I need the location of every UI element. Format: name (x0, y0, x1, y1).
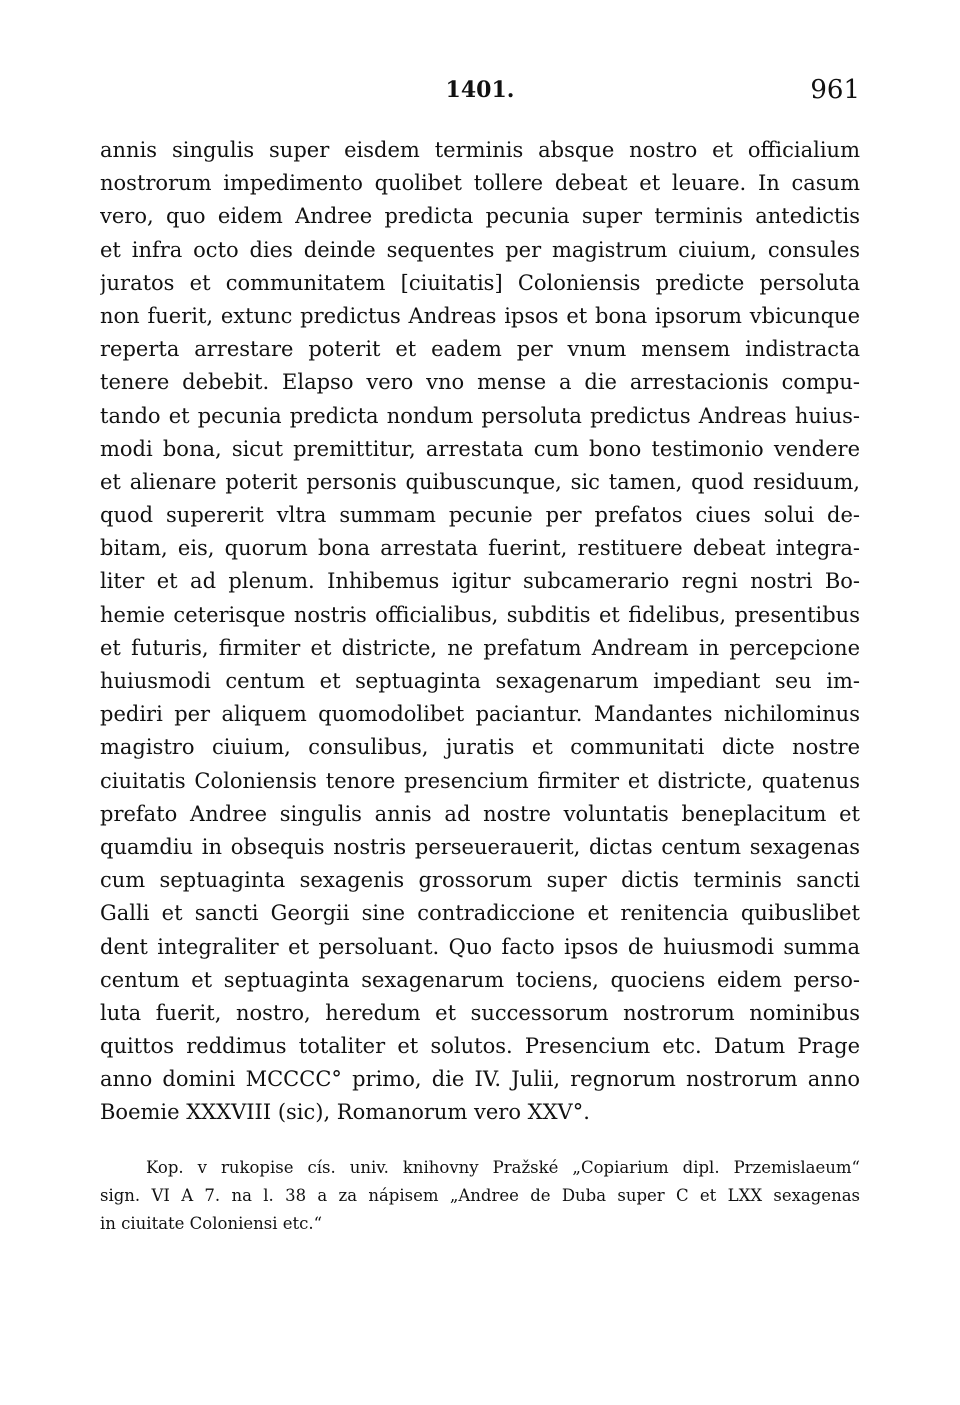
note-line: in ciuitate Coloniensi etc.“ (100, 1214, 323, 1233)
main-text (100, 134, 860, 1130)
text-line: pediri per aliquem quomodolibet paciantur. Mandantes nichilominus (100, 702, 860, 727)
text-line: prefato Andree singulis annis ad nostre voluntatis beneplacitum et (100, 801, 860, 826)
text-line: cum septuaginta sexagenis grossorum super dictis terminis sancti (100, 868, 860, 893)
source-note (100, 1154, 860, 1238)
text-line: et infra octo dies deinde sequentes per magistrum ciuium, consules (100, 237, 860, 262)
text-line: bitam, eis, quorum bona arrestata fuerint, restituere debeat integra- (100, 536, 860, 561)
text-line: liter et ad plenum. Inhibemus igitur subcamerario regni nostri Bo- (100, 569, 860, 594)
text-line: tenere debebit. Elapso vero vno mense a die arrestacionis compu- (100, 370, 860, 395)
text-line: luta fuerit, nostro, heredum et successorum nostrorum nominibus (100, 1000, 860, 1025)
text-line: Boemie XXXVIII (sic), Romanorum vero XXV°. (100, 1100, 590, 1125)
text-line: quamdiu in obsequis nostris perseuerauerit, dictas centum sexagenas (100, 834, 860, 859)
text-line: centum et septuaginta sexagenarum tociens, quociens eidem perso- (100, 967, 860, 992)
text-line: Galli et sancti Georgii sine contradiccione et renitencia quibuslibet (100, 901, 860, 926)
text-line: et alienare poterit personis quibuscunque, sic tamen, quod residuum, (100, 469, 860, 494)
text-line: anno domini MCCCC° primo, die IV. Julii, regnorum nostrorum anno (100, 1067, 860, 1092)
text-line: hemie ceterisque nostris officialibus, subditis et fidelibus, presentibus (100, 602, 860, 627)
text-line: reperta arrestare poterit et eadem per vnum mensem indistracta (100, 337, 860, 362)
text-line: annis singulis super eisdem terminis absque nostro et officialium (100, 138, 860, 162)
text-line: vero, quo eidem Andree predicta pecunia super terminis antedictis (100, 204, 860, 229)
text-line: et futuris, firmiter et districte, ne prefatum Andream in percepcione (100, 635, 860, 660)
text-line: ciuitatis Coloniensis tenore presencium firmiter et districte, quatenus (100, 768, 860, 793)
text-line: magistro ciuium, consulibus, juratis et communitati dicte nostre (100, 735, 860, 760)
note-line: Kop. v rukopise cís. univ. knihovny Pražské „Copiarium dipl. Przemislaeum“ (146, 1158, 860, 1177)
header-year: 1401. (445, 77, 515, 103)
text-line: nostrorum impedimento quolibet tollere debeat et leuare. In casum (100, 171, 860, 196)
text-line: modi bona, sicut premittitur, arrestata cum bono testimonio vendere (100, 436, 860, 461)
text-line: juratos et communitatem [ciuitatis] Coloniensis predicte persoluta (100, 270, 860, 295)
text-line: huiusmodi centum et septuaginta sexagenarum impediant seu im- (100, 669, 860, 693)
page-number: 961 (810, 75, 860, 105)
text-line: dent integraliter et persoluant. Quo facto ipsos de huiusmodi summa (100, 934, 860, 959)
text-line: quittos reddimus totaliter et solutos. Presencium etc. Datum Prage (100, 1034, 860, 1059)
text-line: tando et pecunia predicta nondum persoluta predictus Andreas huius- (100, 403, 860, 428)
note-line: sign. VI A 7. na l. 38 a za nápisem „Andree de Duba super C et LXX sexagenas (100, 1186, 860, 1205)
text-line: quod supererit vltra summam pecunie per prefatos ciues solui de- (100, 503, 860, 528)
page-header (100, 72, 860, 108)
text-line: non fuerit, extunc predictus Andreas ipsos et bona ipsorum vbicunque (100, 303, 860, 328)
